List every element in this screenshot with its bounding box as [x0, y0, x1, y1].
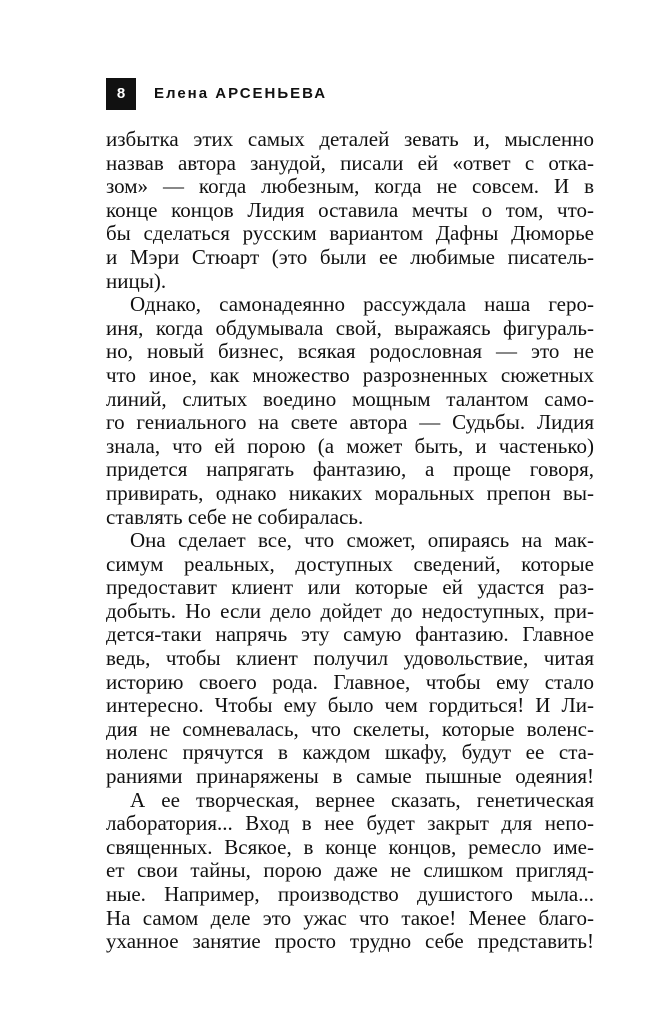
text-line: раниями принаряжены в самые пышные одеяния!: [106, 764, 594, 789]
text-line: лаборатория... Вход в нее будет закрыт для непо-: [106, 811, 594, 836]
text-line: назвав автора занудой, писали ей «ответ с отка-: [106, 150, 594, 175]
page-number: 8: [106, 78, 136, 110]
text-line: и Мэри Стюарт (это были ее любимые писатель-: [106, 244, 594, 269]
text-line: линий, слитых воедино мощным талантом само-: [106, 386, 594, 411]
text-line: священных. Всякое, в конце концов, ремесло име-: [106, 834, 594, 859]
text-line: что иное, как множество разрозненных сюжетных: [106, 362, 594, 387]
text-line: зом» — когда любезным, когда не совсем. И в: [106, 174, 594, 199]
text-line: ведь, чтобы клиент получил удовольствие, читая: [106, 646, 594, 671]
text-line: ные. Например, производство душистого мыла...: [106, 882, 594, 906]
text-line: уханное занятие просто трудно себе представить!: [106, 929, 594, 954]
text-line: Однако, самонадеянно рассуждала наша геро-: [130, 292, 594, 317]
text-line: привирать, однако никаких моральных препон вы-: [106, 480, 594, 505]
text-line: иня, когда обдумывала свой, выражаясь фигураль-: [106, 315, 594, 340]
text-line: На самом деле это ужас что такое! Менее благо-: [106, 905, 594, 930]
text-line: знала, что ей порою (а может быть, и частенько): [106, 433, 594, 458]
text-line: добыть. Но если дело дойдет до недоступных, при-: [106, 598, 594, 623]
text-line: Она сделает все, что сможет, опираясь на мак-: [130, 528, 594, 553]
text-line: А ее творческая, вернее сказать, генетическая: [130, 787, 594, 812]
text-line: ноленс прячутся в каждом шкафу, будут ее ста-: [106, 740, 594, 765]
text-line: историю своего рода. Главное, чтобы ему стало: [106, 669, 594, 694]
text-line: ет свои тайны, порою даже не слишком пригляд-: [106, 858, 594, 883]
running-head: Елена АРСЕНЬЕВА: [154, 85, 328, 102]
page-header: [106, 78, 596, 110]
text-line: дия не сомневалась, что скелеты, которые воленс-: [106, 716, 594, 741]
text-line: бы сделаться русским вариантом Дафны Дюморье: [106, 221, 594, 246]
text-line: но, новый бизнес, всякая родословная — это не: [106, 339, 594, 364]
text-line: придется напрягать фантазию, а проще говоря,: [106, 457, 594, 482]
text-line: ницы).: [106, 268, 167, 293]
body-text: [106, 128, 594, 954]
text-line: дется-таки напрячь эту самую фантазию. Главное: [106, 622, 594, 647]
text-line: избытка этих самых деталей зевать и, мысленно: [106, 127, 594, 151]
text-line: интересно. Чтобы ему было чем гордиться! И Ли-: [106, 693, 594, 718]
text-line: предоставит клиент или которые ей удастся раз-: [106, 575, 594, 600]
text-line: симум реальных, доступных сведений, которые: [106, 551, 594, 576]
text-line: конце концов Лидия оставила мечты о том, что-: [106, 197, 594, 222]
text-line: го гениального на свете автора — Судьбы. Лидия: [106, 410, 594, 435]
text-line: ставлять себе не собиралась.: [106, 504, 364, 529]
